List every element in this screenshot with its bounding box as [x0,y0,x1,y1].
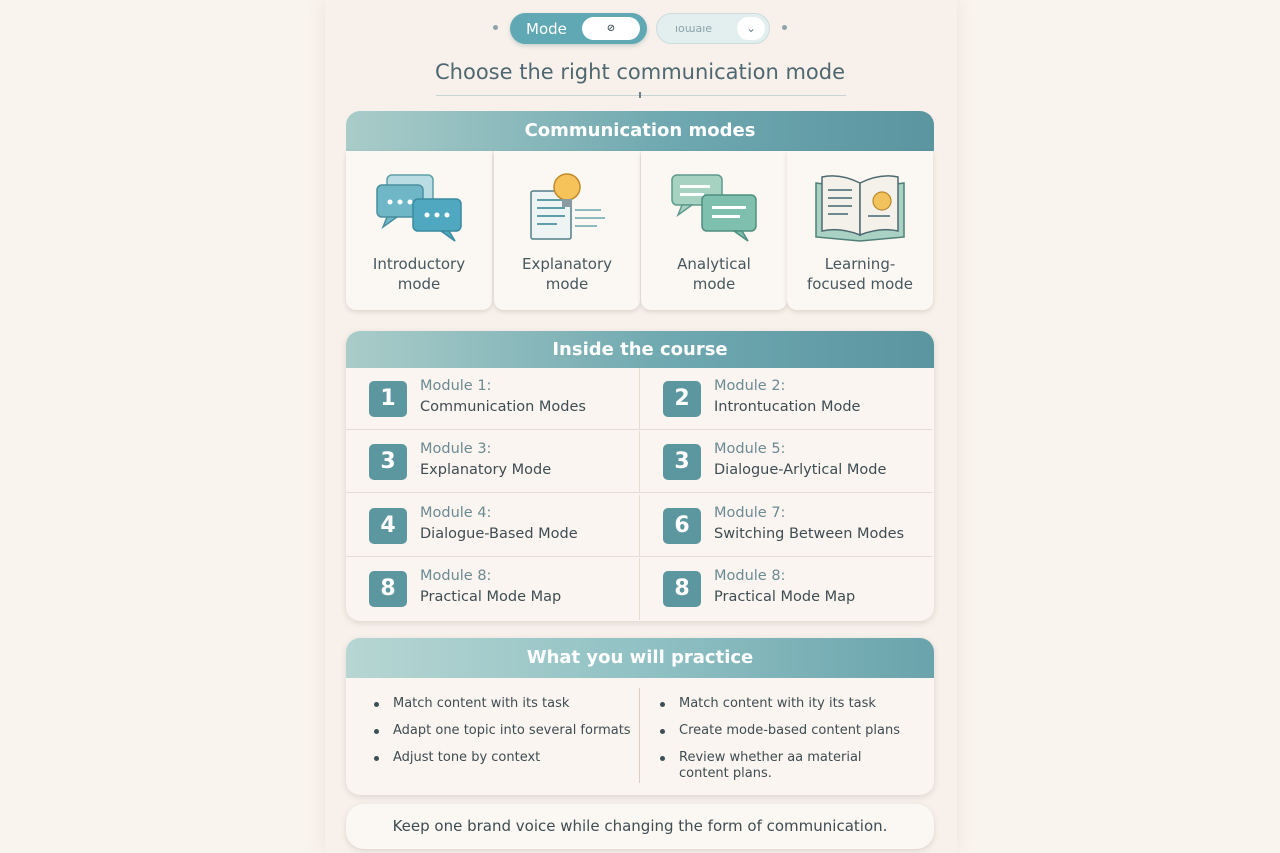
practice-card [346,638,934,795]
module-number-badge: 8 [663,571,701,607]
mode-toggle-label: Mode [526,20,567,38]
mode-tile-label: Explanatory mode [521,255,613,293]
pager-dot-right [782,25,787,30]
open-book-icon [810,169,910,245]
mode-select[interactable] [656,13,770,44]
toggle-knob-icon: ⊘ [582,17,640,40]
module-number-badge: 4 [369,508,407,544]
communication-modes-card [346,111,934,311]
message-boxes-icon [664,169,764,245]
page-title: Choose the right communication mode [435,60,845,84]
communication-modes-heading: Communication modes [346,111,934,151]
module-subtitle: Dialogue-Based Mode [420,526,578,542]
module-subtitle: Introntucation Mode [714,399,861,415]
chevron-down-icon: ⌄ [737,17,765,40]
mode-tile-analytical[interactable] [641,151,787,310]
title-divider [436,95,846,96]
module-number-badge: 3 [663,444,701,480]
practice-list-left [371,696,631,777]
module-number-badge: 1 [369,381,407,417]
mode-tile-label: Learning- focused mode [806,255,914,293]
mode-tile-label: Analytical mode [677,255,751,293]
module-number-badge: 2 [663,381,701,417]
module-item[interactable] [346,558,639,620]
module-title: Module 3: [420,441,492,457]
mode-tile-learning-focused[interactable] [787,151,933,310]
module-title: Module 7: [714,505,786,521]
list-item: Create mode-based content plans [657,723,907,739]
mode-tile-label: Introductory mode [372,255,466,293]
module-title: Module 1: [420,378,492,394]
module-number-badge: 8 [369,571,407,607]
module-item[interactable] [346,495,639,557]
mode-tile-explanatory[interactable] [494,151,640,310]
pager-dot-left [493,25,498,30]
mode-tile-introductory[interactable] [346,151,492,310]
module-title: Module 8: [714,568,786,584]
module-title: Module 5: [714,441,786,457]
mode-toggle[interactable] [510,13,647,44]
list-item: Match content with ity its task [657,696,907,712]
module-item[interactable] [346,368,639,430]
footer-note: Keep one brand voice while changing the form of communication. [346,804,934,849]
module-grid [346,368,934,621]
list-item: Match content with its task [371,696,631,712]
module-item[interactable] [639,495,932,557]
module-subtitle: Explanatory Mode [420,462,552,478]
mode-select-value: ıoɯaıe [675,22,713,35]
practice-heading: What you will practice [346,638,934,678]
module-subtitle: Switching Between Modes [714,526,905,542]
title-divider-marker [639,92,641,98]
module-subtitle: Dialogue-Arlytical Mode [714,462,887,478]
module-item[interactable] [639,558,932,620]
list-item: Review whether aa material content plans. [657,750,887,782]
module-item[interactable] [346,431,639,493]
module-number-badge: 3 [369,444,407,480]
module-title: Module 8: [420,568,492,584]
module-title: Module 4: [420,505,492,521]
module-title: Module 2: [714,378,786,394]
practice-list-right [657,696,907,793]
module-subtitle: Practical Mode Map [420,589,562,605]
course-heading: Inside the course [346,331,934,368]
chat-bubbles-icon [369,169,469,245]
list-item: Adjust tone by context [371,750,631,766]
course-card [346,331,934,621]
practice-divider [639,688,640,783]
module-number-badge: 6 [663,508,701,544]
module-item[interactable] [639,368,932,430]
module-subtitle: Practical Mode Map [714,589,856,605]
list-item: Adapt one topic into several formats [371,723,631,739]
module-item[interactable] [639,431,932,493]
mode-grid [346,151,934,311]
lightbulb-document-icon [517,169,617,245]
module-subtitle: Communication Modes [420,399,586,415]
